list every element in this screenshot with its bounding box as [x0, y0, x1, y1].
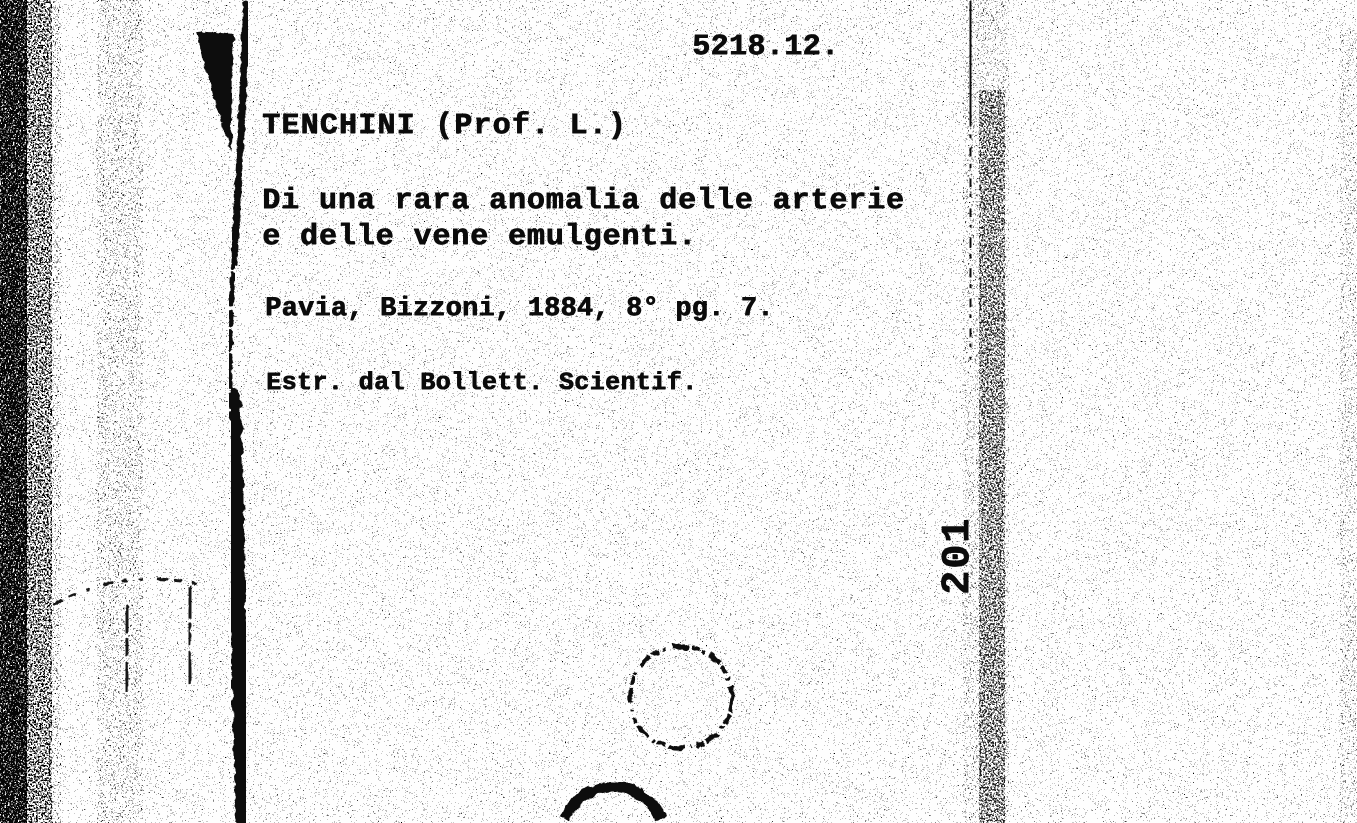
rotated-sequence-number	[923, 516, 995, 596]
author-heading: TENCHINI (Prof. L.)	[262, 109, 627, 143]
offprint-note: Estr. dal Bollett. Scientif.	[266, 368, 698, 397]
call-number: 5218.12.	[692, 30, 840, 64]
side-tear-band	[963, 0, 1009, 823]
imprint-line: Pavia, Bizzoni, 1884, 8° pg. 7.	[265, 294, 774, 324]
title-line-2: e delle vene emulgenti.	[262, 220, 697, 254]
right-edge-shadow	[1340, 15, 1357, 823]
sequence-number-text: 201	[936, 516, 982, 596]
title-line-1: Di una rara anomalia delle arterie	[262, 184, 905, 218]
